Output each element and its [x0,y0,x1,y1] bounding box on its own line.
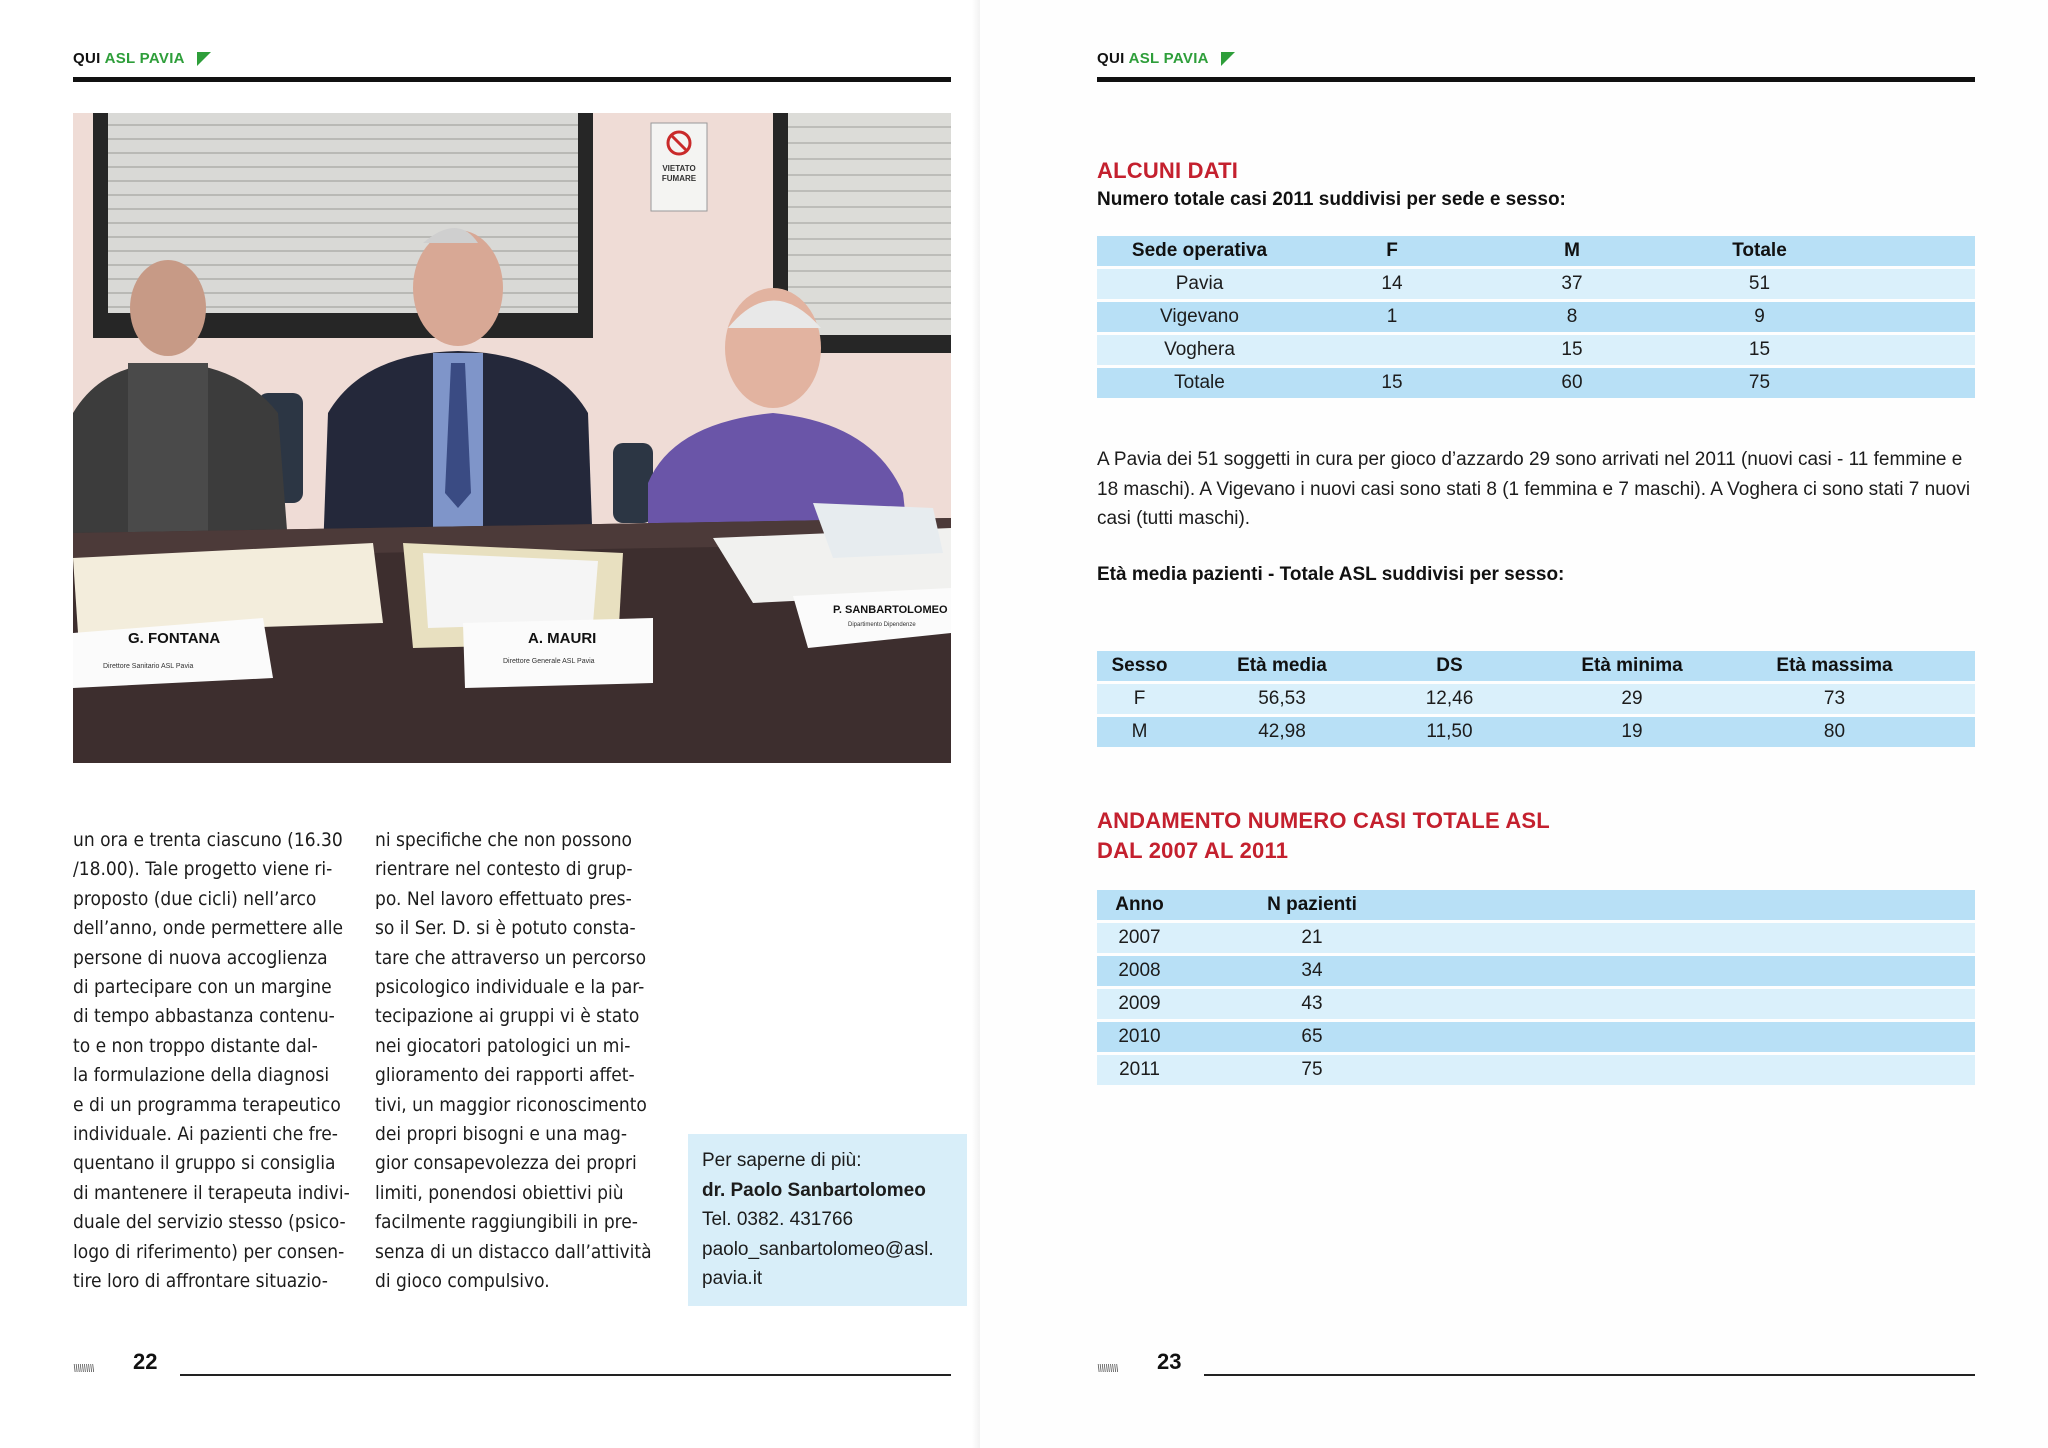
table-row [1097,956,1975,986]
table-header-cell: DS [1382,651,1517,681]
running-head-asl: ASL PAVIA [1128,50,1209,67]
footer-hatch: \\\\\\\\\\ [73,1363,94,1375]
summary-paragraph: A Pavia dei 51 soggetti in cura per gioco d’azzardo 29 sono arrivati nel 2011 (nuovi casi - 11 femmine e 18 maschi). A Vigevano i nuovi casi sono stati 8 (1 femmina e 7 maschi). A Voghera ci sono stati 7 nuovi casi (tutti maschi). [1097,449,1971,529]
body-column-2: ni specifiche che non possono rientrare nel contesto di grup- po. Nel lavoro effettuato pres- so il Ser. D. si è potuto consta- tare che attraverso un percorso psicologico individuale e la par- tecipazione ai gruppi vi è stato nei giocatori patologici un mi- glioramento dei rapporti affet- tivi, un maggior riconoscimento dei propri bisogni e una mag- gior consapevolezza dei propri limiti, ponendosi obiettivi più facilmente raggiungibili in pre- senza di un distacco dall’attività di gioco compulsivo. [375,829,652,1293]
table-row [1097,923,1975,953]
running-head [73,50,211,67]
contact-infobox [688,1134,967,1306]
section-title-line1: ANDAMENTO NUMERO CASI TOTALE ASL [1097,808,1550,833]
table-row [1097,1022,1975,1052]
table-cell: 12,46 [1382,684,1517,714]
table-header-cell: Anno [1097,890,1182,920]
table-header-row [1097,890,1975,920]
table-cell: 2009 [1097,989,1182,1019]
footer-rule [1204,1374,1975,1376]
page-number: 22 [133,1349,158,1374]
table-row [1097,684,1975,714]
table-header-cell: Totale [1662,236,1857,266]
table-row [1097,335,1975,365]
table-cell: 21 [1182,923,1442,953]
sign-line-1: VIETATO [662,164,696,173]
table-cell: Pavia [1097,269,1302,299]
infobox-intro: Per saperne di più: [702,1150,862,1171]
table-cell: 11,50 [1382,717,1517,747]
table-header-cell: Età massima [1747,651,1922,681]
green-triangle-icon [197,52,211,66]
table-cases-by-site [1097,233,1975,401]
infobox-email-line1[interactable]: paolo_sanbartolomeo@asl. [702,1238,934,1260]
table-header-cell: Sede operativa [1097,236,1302,266]
table-cases-by-year [1097,887,1975,1088]
table-cell: 19 [1517,717,1747,747]
table-cell: 2007 [1097,923,1182,953]
table-cell: 56,53 [1182,684,1382,714]
table-cell: F [1097,684,1182,714]
table-cell: Voghera [1097,335,1302,365]
table2-caption: Età media pazienti - Totale ASL suddivisi per sesso: [1097,564,1565,585]
table-row [1097,989,1975,1019]
table-cell: 34 [1182,956,1442,986]
table-cell: 15 [1302,368,1482,398]
nameplate-mauri-role: Direttore Generale ASL Pavia [503,658,595,665]
table-cell: Totale [1097,368,1302,398]
section-title-alcuni-dati: ALCUNI DATI [1097,158,1239,183]
table-header-cell: Età media [1182,651,1382,681]
nameplate-fontana-role: Direttore Sanitario ASL Pavia [103,663,194,670]
sign-line-2: FUMARE [661,174,697,183]
table-cell: 60 [1482,368,1662,398]
running-head-asl: ASL PAVIA [104,50,185,67]
table-row [1097,302,1975,332]
table-cell: 2010 [1097,1022,1182,1052]
table-cell: 15 [1482,335,1662,365]
table1-caption: Numero totale casi 2011 suddivisi per sede e sesso: [1097,189,1566,210]
section-title-line2: DAL 2007 AL 2011 [1097,838,1289,863]
table-header-row [1097,651,1975,681]
table-header-cell: F [1302,236,1482,266]
table-cell: 15 [1662,335,1857,365]
table-cell: 9 [1662,302,1857,332]
table-cell: 65 [1182,1022,1442,1052]
running-head-right [1097,50,1235,67]
running-head-qui: QUI [1097,50,1125,67]
nameplate-sanbartolomeo-role: Dipartimento Dipendenze [848,622,916,628]
table-cell [1302,335,1482,365]
green-triangle-icon [1221,52,1235,66]
table-cell: M [1097,717,1182,747]
meeting-photo [73,113,951,763]
infobox-email-line2[interactable]: pavia.it [702,1268,763,1289]
header-rule-right [1097,77,1975,82]
table-cell: 73 [1747,684,1922,714]
table-cell: 14 [1302,269,1482,299]
infobox-tel: Tel. 0382. 431766 [702,1209,854,1230]
infobox-name: dr. Paolo Sanbartolomeo [702,1179,926,1201]
left-page [0,0,980,1448]
table-cell: 29 [1517,684,1747,714]
table-cell: 75 [1662,368,1857,398]
table-cell: 37 [1482,269,1662,299]
table-row [1097,717,1975,747]
table-header-cell: Età minima [1517,651,1747,681]
nameplate-fontana: G. FONTANA [128,630,221,647]
table-row [1097,368,1975,398]
table-cell: 8 [1482,302,1662,332]
table-row [1097,269,1975,299]
header-rule [73,77,951,82]
meeting-photo-illustration [73,113,951,763]
body-column-1: un ora e trenta ciascuno (16.30 /18.00). Tale progetto viene ri- proposto (due cicli) nell’arco dell’anno, onde permettere alle persone di nuova accoglienza di partecipare con un margine di tempo abbastanza contenu- to e non troppo distante dal- la formulazione della diagnosi e di un programma terapeutico individuale. Ai pazienti che fre- quentano il gruppo si consiglia di mantenere il terapeuta indivi- duale del servizio stesso (psico- logo di riferimento) per consen- tire loro di affrontare situazio- [73,829,350,1293]
footer-rule [180,1374,951,1376]
nameplate-mauri: A. MAURI [528,630,597,647]
table-cell: 42,98 [1182,717,1382,747]
table-row [1097,1055,1975,1085]
table-cell: 2008 [1097,956,1182,986]
section-title-andamento [1097,806,1550,866]
table-cell: Vigevano [1097,302,1302,332]
table-cell: 2011 [1097,1055,1182,1085]
table-cell: 1 [1302,302,1482,332]
table-header-row [1097,236,1975,266]
page-number: 23 [1157,1349,1182,1374]
table-cell: 80 [1747,717,1922,747]
running-head-qui: QUI [73,50,101,67]
table-header-cell: Sesso [1097,651,1182,681]
table-cell: 43 [1182,989,1442,1019]
table-cell: 75 [1182,1055,1442,1085]
table-header-cell: M [1482,236,1662,266]
table-cell: 51 [1662,269,1857,299]
nameplate-sanbartolomeo: P. SANBARTOLOMEO [833,604,948,616]
table-header-cell: N pazienti [1182,890,1442,920]
table-age-by-sex [1097,648,1975,750]
footer-hatch: \\\\\\\\\\ [1097,1363,1118,1375]
